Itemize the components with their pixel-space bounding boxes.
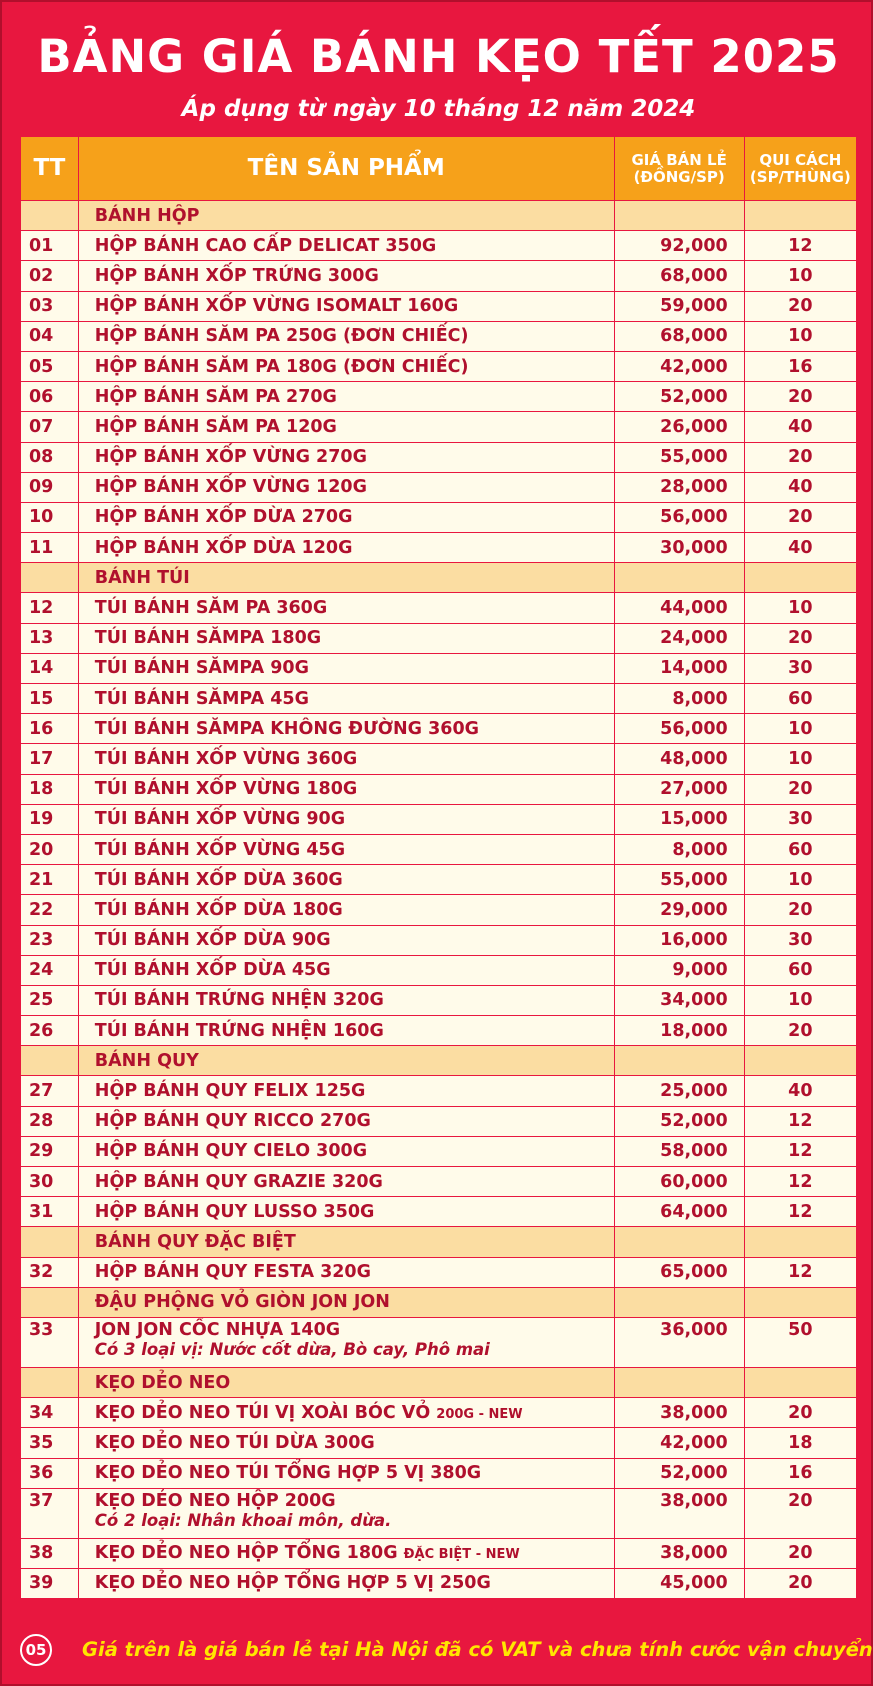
column-header-packing-line2: (SP/THÙNG) [749, 167, 851, 186]
packing-qty: 30 [744, 804, 856, 834]
table-row [21, 653, 857, 683]
product-name-text: JON JON CỐC NHỰA 140G [94, 1319, 341, 1340]
row-number: 35 [21, 1428, 79, 1458]
retail-price: 56,000 [614, 502, 744, 532]
table-row [21, 1076, 857, 1106]
packing-qty: 60 [744, 955, 856, 985]
footer [2, 1632, 873, 1672]
product-name [78, 653, 614, 683]
table-row [21, 865, 857, 895]
retail-price: 30,000 [614, 533, 744, 563]
packing-qty: 20 [744, 442, 856, 472]
row-number: 02 [21, 261, 79, 291]
product-name-text: TÚI BÁNH SĂMPA 90G [94, 658, 309, 679]
packing-qty: 10 [744, 261, 856, 291]
product-name [78, 623, 614, 653]
table-row [21, 231, 857, 261]
category-label: BÁNH TÚI [78, 563, 614, 593]
product-name [78, 593, 614, 623]
table-row [21, 1016, 857, 1046]
product-name [78, 985, 614, 1015]
product-name [78, 1016, 614, 1046]
packing-qty: 10 [744, 985, 856, 1015]
retail-price: 34,000 [614, 985, 744, 1015]
retail-price: 14,000 [614, 653, 744, 683]
product-name-text: HỘP BÁNH SĂM PA 270G [94, 386, 337, 407]
product-name-text: HỘP BÁNH QUY CIELO 300G [94, 1141, 368, 1162]
table-row [21, 1197, 857, 1227]
table-row [21, 623, 857, 653]
table-row [21, 774, 857, 804]
row-number: 07 [21, 412, 79, 442]
retail-price: 48,000 [614, 744, 744, 774]
retail-price: 64,000 [614, 1197, 744, 1227]
retail-price: 60,000 [614, 1167, 744, 1197]
row-number: 15 [21, 684, 79, 714]
category-label: BÁNH QUY ĐẶC BIỆT [78, 1227, 614, 1257]
product-name-text: TÚI BÁNH TRỨNG NHỆN 160G [94, 1020, 384, 1041]
product-name [78, 895, 614, 925]
product-name [78, 834, 614, 864]
product-name-text: KẸO DẺO NEO HỘP TỔNG 180G [94, 1543, 398, 1564]
column-header-packing [744, 137, 856, 201]
product-name [78, 1167, 614, 1197]
packing-qty: 20 [744, 1016, 856, 1046]
packing-qty: 18 [744, 1428, 856, 1458]
table-row [21, 502, 857, 532]
row-number: 19 [21, 804, 79, 834]
packing-qty: 40 [744, 472, 856, 502]
product-name-text: HỘP BÁNH XỐP VỪNG ISOMALT 160G [94, 296, 459, 317]
row-number: 11 [21, 533, 79, 563]
row-number: 29 [21, 1136, 79, 1166]
product-name-text: HỘP BÁNH XỐP DỪA 270G [94, 507, 353, 528]
retail-price: 24,000 [614, 623, 744, 653]
product-name-text: KẸO DẺO NEO TÚI TỔNG HỢP 5 VỊ 380G [94, 1463, 482, 1484]
row-number: 13 [21, 623, 79, 653]
product-name-text: HỘP BÁNH XỐP VỪNG 120G [94, 477, 367, 498]
packing-qty: 60 [744, 684, 856, 714]
product-name [78, 1538, 614, 1568]
table-row [21, 1398, 857, 1428]
product-name [78, 1398, 614, 1428]
table-row [21, 1428, 857, 1458]
product-name-suffix: 200G - NEW [436, 1406, 523, 1422]
category-label: BÁNH HỘP [78, 201, 614, 231]
row-number: 16 [21, 714, 79, 744]
row-number: 04 [21, 321, 79, 351]
table-row [21, 925, 857, 955]
row-number: 06 [21, 382, 79, 412]
row-number: 22 [21, 895, 79, 925]
retail-price: 15,000 [614, 804, 744, 834]
product-name-text: HỘP BÁNH QUY LUSSO 350G [94, 1201, 375, 1222]
category-row [21, 1046, 857, 1076]
product-name-text: TÚI BÁNH XỐP VỪNG 45G [94, 839, 346, 860]
packing-qty: 10 [744, 744, 856, 774]
product-name [78, 1136, 614, 1166]
packing-qty: 60 [744, 834, 856, 864]
table-row [21, 321, 857, 351]
product-name [78, 925, 614, 955]
table-row [21, 1568, 857, 1598]
footer-note: Giá trên là giá bán lẻ tại Hà Nội đã có VAT và chưa tính cước vận chuyển [82, 1638, 873, 1661]
table-row [21, 291, 857, 321]
retail-price: 36,000 [614, 1317, 744, 1367]
retail-price: 65,000 [614, 1257, 744, 1287]
product-name-text: KẸO DẺO NEO HỘP 200G [94, 1490, 336, 1511]
product-name [78, 955, 614, 985]
product-name-text: HỘP BÁNH SĂM PA 180G (ĐƠN CHIẾC) [94, 356, 469, 377]
row-number: 10 [21, 502, 79, 532]
table-row [21, 261, 857, 291]
retail-price: 56,000 [614, 714, 744, 744]
column-header-price-line1: GIÁ BÁN LẺ [631, 151, 727, 169]
product-name-text: TÚI BÁNH XỐP VỪNG 360G [94, 748, 358, 769]
row-number: 12 [21, 593, 79, 623]
packing-qty: 10 [744, 593, 856, 623]
retail-price: 59,000 [614, 291, 744, 321]
packing-qty: 10 [744, 714, 856, 744]
packing-qty: 20 [744, 382, 856, 412]
product-name [78, 1076, 614, 1106]
product-note: Có 3 loại vị: Nước cốt dừa, Bò cay, Phô mai [94, 1339, 490, 1359]
product-name [78, 1428, 614, 1458]
packing-qty: 20 [744, 774, 856, 804]
retail-price: 42,000 [614, 1428, 744, 1458]
packing-qty: 40 [744, 1076, 856, 1106]
product-name [78, 533, 614, 563]
retail-price: 68,000 [614, 321, 744, 351]
row-number: 38 [21, 1538, 79, 1568]
packing-qty: 20 [744, 291, 856, 321]
product-name [78, 1257, 614, 1287]
row-number: 26 [21, 1016, 79, 1046]
packing-qty: 40 [744, 412, 856, 442]
retail-price: 26,000 [614, 412, 744, 442]
packing-qty: 50 [744, 1317, 856, 1367]
table-row [21, 1106, 857, 1136]
table-body [21, 201, 857, 1599]
product-name-text: TÚI BÁNH SĂMPA 45G [94, 688, 309, 709]
product-name-text: TÚI BÁNH XỐP DỪA 180G [94, 899, 343, 920]
product-name-text: TÚI BÁNH XỐP DỪA 45G [94, 960, 331, 981]
product-name-text: HỘP BÁNH CAO CẤP DELICAT 350G [94, 235, 437, 256]
packing-qty: 20 [744, 1568, 856, 1598]
product-note: Có 2 loại: Nhân khoai môn, dừa. [94, 1510, 392, 1530]
packing-qty: 16 [744, 1458, 856, 1488]
category-label: ĐẬU PHỘNG VỎ GIÒN JON JON [78, 1287, 614, 1317]
product-name [78, 1458, 614, 1488]
row-number: 08 [21, 442, 79, 472]
product-name [78, 291, 614, 321]
row-number: 28 [21, 1106, 79, 1136]
retail-price: 38,000 [614, 1538, 744, 1568]
table-row [21, 1136, 857, 1166]
category-row [21, 1367, 857, 1397]
row-number: 03 [21, 291, 79, 321]
product-name-text: HỘP BÁNH XỐP TRỨNG 300G [94, 265, 379, 286]
product-name-text: TÚI BÁNH XỐP VỪNG 180G [94, 779, 358, 800]
packing-qty: 20 [744, 1488, 856, 1538]
row-number: 18 [21, 774, 79, 804]
table-row [21, 985, 857, 1015]
table-row [21, 533, 857, 563]
page-subtitle: Áp dụng từ ngày 10 tháng 12 năm 2024 [181, 96, 696, 122]
product-name [78, 1488, 614, 1538]
retail-price: 29,000 [614, 895, 744, 925]
product-name [78, 1568, 614, 1598]
row-number: 37 [21, 1488, 79, 1538]
product-name-text: HỘP BÁNH QUY RICCO 270G [94, 1111, 371, 1132]
product-name-text: HỘP BÁNH QUY FELIX 125G [94, 1081, 366, 1102]
product-name [78, 774, 614, 804]
product-name-text: HỘP BÁNH XỐP DỪA 120G [94, 537, 353, 558]
retail-price: 8,000 [614, 684, 744, 714]
row-number: 39 [21, 1568, 79, 1598]
column-header-packing-line1: QUI CÁCH [759, 151, 842, 169]
retail-price: 9,000 [614, 955, 744, 985]
row-number: 30 [21, 1167, 79, 1197]
retail-price: 68,000 [614, 261, 744, 291]
retail-price: 92,000 [614, 231, 744, 261]
packing-qty: 30 [744, 653, 856, 683]
product-name [78, 502, 614, 532]
product-name-text: KẸO DẺO NEO HỘP TỔNG HỢP 5 VỊ 250G [94, 1573, 491, 1594]
category-row [21, 563, 857, 593]
product-name [78, 1317, 614, 1367]
category-row [21, 201, 857, 231]
table-row [21, 1167, 857, 1197]
retail-price: 55,000 [614, 865, 744, 895]
price-table [20, 136, 857, 1599]
page-title: BẢNG GIÁ BÁNH KẸO TẾT 2025 [37, 30, 840, 83]
column-header-tt: TT [21, 137, 79, 201]
packing-qty: 20 [744, 895, 856, 925]
product-name-text: TÚI BÁNH XỐP DỪA 90G [94, 930, 331, 951]
row-number: 23 [21, 925, 79, 955]
product-name [78, 684, 614, 714]
packing-qty: 16 [744, 351, 856, 381]
product-name [78, 231, 614, 261]
packing-qty: 20 [744, 1538, 856, 1568]
table-row [21, 1458, 857, 1488]
product-name [78, 472, 614, 502]
product-name-text: KẸO DẺO NEO TÚI VỊ XOÀI BÓC VỎ [94, 1402, 431, 1423]
category-label: KẸO DẺO NEO [78, 1367, 614, 1397]
table-row [21, 593, 857, 623]
page-number-badge: 05 [20, 1634, 52, 1666]
retail-price: 44,000 [614, 593, 744, 623]
category-row [21, 1227, 857, 1257]
table-row [21, 442, 857, 472]
row-number: 09 [21, 472, 79, 502]
packing-qty: 12 [744, 231, 856, 261]
product-name [78, 382, 614, 412]
table-row [21, 744, 857, 774]
retail-price: 8,000 [614, 834, 744, 864]
row-number: 21 [21, 865, 79, 895]
table-row [21, 472, 857, 502]
retail-price: 38,000 [614, 1398, 744, 1428]
retail-price: 16,000 [614, 925, 744, 955]
product-name-text: TÚI BÁNH TRỨNG NHỆN 320G [94, 990, 384, 1011]
retail-price: 52,000 [614, 382, 744, 412]
table-row [21, 1538, 857, 1568]
packing-qty: 12 [744, 1106, 856, 1136]
row-number: 27 [21, 1076, 79, 1106]
column-header-name: TÊN SẢN PHẨM [78, 137, 614, 201]
packing-qty: 20 [744, 623, 856, 653]
packing-qty: 10 [744, 321, 856, 351]
retail-price: 25,000 [614, 1076, 744, 1106]
product-name-text: HỘP BÁNH QUY FESTA 320G [94, 1262, 371, 1283]
product-name-text: HỘP BÁNH QUY GRAZIE 320G [94, 1171, 383, 1192]
product-name [78, 261, 614, 291]
table-row [21, 955, 857, 985]
table-row [21, 1317, 857, 1367]
packing-qty: 12 [744, 1257, 856, 1287]
row-number: 25 [21, 985, 79, 1015]
retail-price: 58,000 [614, 1136, 744, 1166]
product-name [78, 744, 614, 774]
table-row [21, 714, 857, 744]
packing-qty: 30 [744, 925, 856, 955]
product-name [78, 865, 614, 895]
retail-price: 38,000 [614, 1488, 744, 1538]
retail-price: 52,000 [614, 1458, 744, 1488]
table-row [21, 1488, 857, 1538]
packing-qty: 12 [744, 1136, 856, 1166]
product-name [78, 321, 614, 351]
row-number: 17 [21, 744, 79, 774]
retail-price: 55,000 [614, 442, 744, 472]
retail-price: 27,000 [614, 774, 744, 804]
table-row [21, 412, 857, 442]
product-name [78, 412, 614, 442]
column-header-price-line2: (ĐỒNG/SP) [633, 167, 725, 186]
row-number: 01 [21, 231, 79, 261]
row-number: 20 [21, 834, 79, 864]
product-name [78, 442, 614, 472]
packing-qty: 12 [744, 1167, 856, 1197]
packing-qty: 12 [744, 1197, 856, 1227]
product-name-text: KẸO DẺO NEO TÚI DỪA 300G [94, 1432, 375, 1453]
product-name-text: TÚI BÁNH XỐP DỪA 360G [94, 869, 343, 890]
product-name-text: TÚI BÁNH SĂMPA KHÔNG ĐƯỜNG 360G [94, 718, 479, 739]
retail-price: 45,000 [614, 1568, 744, 1598]
table-header-row [21, 137, 857, 201]
table-row [21, 382, 857, 412]
table-row [21, 804, 857, 834]
product-name [78, 351, 614, 381]
category-label: BÁNH QUY [78, 1046, 614, 1076]
retail-price: 52,000 [614, 1106, 744, 1136]
table-row [21, 1257, 857, 1287]
product-name [78, 1197, 614, 1227]
packing-qty: 20 [744, 502, 856, 532]
retail-price: 18,000 [614, 1016, 744, 1046]
row-number: 34 [21, 1398, 79, 1428]
retail-price: 28,000 [614, 472, 744, 502]
table-row [21, 684, 857, 714]
product-name [78, 714, 614, 744]
product-name-text: TÚI BÁNH SĂMPA 180G [94, 628, 322, 649]
product-name [78, 804, 614, 834]
table-row [21, 834, 857, 864]
product-name-text: HỘP BÁNH SĂM PA 120G [94, 416, 337, 437]
product-name-text: HỘP BÁNH XỐP VỪNG 270G [94, 447, 367, 468]
row-number: 14 [21, 653, 79, 683]
retail-price: 42,000 [614, 351, 744, 381]
row-number: 31 [21, 1197, 79, 1227]
category-row [21, 1287, 857, 1317]
row-number: 24 [21, 955, 79, 985]
product-name [78, 1106, 614, 1136]
product-name-text: HỘP BÁNH SĂM PA 250G (ĐƠN CHIẾC) [94, 326, 469, 347]
product-name-text: TÚI BÁNH SĂM PA 360G [94, 598, 328, 619]
column-header-price [614, 137, 744, 201]
row-number: 33 [21, 1317, 79, 1367]
row-number: 36 [21, 1458, 79, 1488]
row-number: 32 [21, 1257, 79, 1287]
product-name-text: TÚI BÁNH XỐP VỪNG 90G [94, 809, 346, 830]
table-row [21, 351, 857, 381]
product-name-suffix: ĐẶC BIỆT - NEW [403, 1547, 520, 1563]
packing-qty: 20 [744, 1398, 856, 1428]
row-number: 05 [21, 351, 79, 381]
packing-qty: 40 [744, 533, 856, 563]
packing-qty: 10 [744, 865, 856, 895]
table-row [21, 895, 857, 925]
